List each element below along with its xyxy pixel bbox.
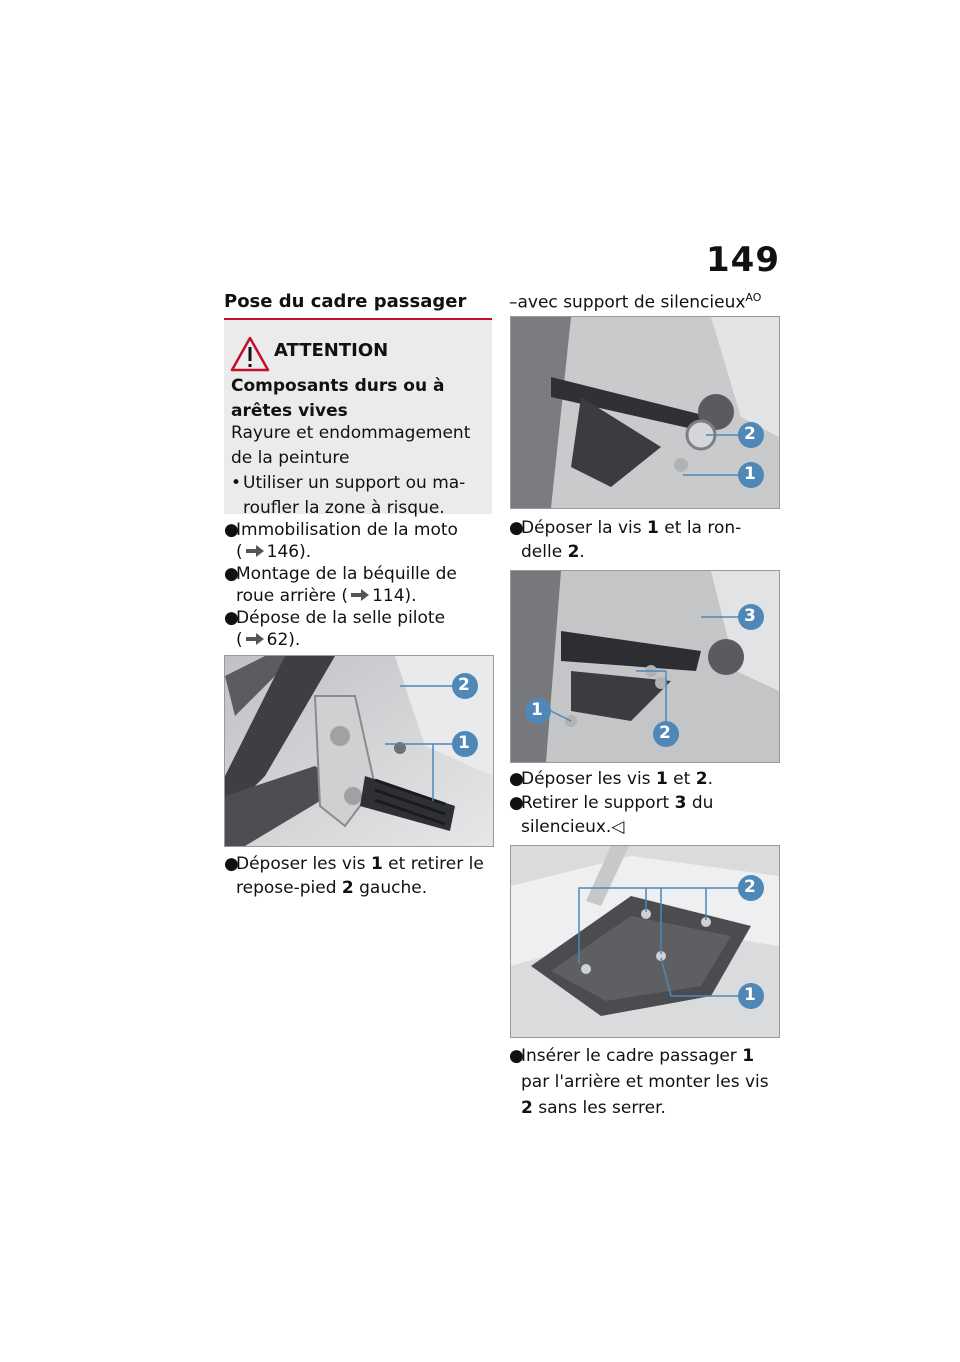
page-reference-arrow-icon	[245, 545, 265, 557]
list-item: ● Déposer la vis 1 et la ron-delle 2.	[509, 518, 742, 562]
callout-2: 2	[744, 424, 756, 444]
list-item: ● Immobilisation de la moto ( 146).	[224, 520, 458, 562]
warning-bullet: • Utiliser un support ou ma-roufler la zone à risque.	[231, 471, 486, 521]
subsection-title: –avec support de silencieux$^{AO}$	[509, 291, 762, 313]
list-item: ● Insérer le cadre passager 1 par l'arrière et monter les vis 2 sans les serrer.	[509, 1046, 769, 1118]
section-title: Pose du cadre passager	[224, 291, 467, 312]
prereq-text: Immobilisation de la moto	[236, 520, 458, 540]
page-reference-arrow-icon	[245, 633, 265, 645]
warning-heading: Composants durs ou à arêtes vives	[231, 376, 445, 421]
prereq-text: Montage de la béquille de roue arrière	[236, 564, 457, 606]
callout-1: 1	[531, 700, 543, 720]
page-reference-arrow-icon	[350, 589, 370, 601]
callout-2: 2	[659, 723, 671, 743]
list-item: ● Montage de la béquille de roue arrière ( 114).	[224, 564, 457, 606]
list-item: ● Dépose de la selle pilote ( 62).	[224, 608, 446, 650]
figure-passenger-frame	[510, 845, 780, 1038]
prereq-ref[interactable]: 146).	[266, 542, 312, 562]
step-remove-support	[509, 767, 769, 839]
callout-2: 2	[458, 675, 470, 695]
warning-label: ATTENTION	[274, 340, 389, 361]
callout-2: 2	[744, 877, 756, 897]
list-item: ● Retirer le support 3 du silencieux.◁	[509, 793, 714, 837]
prerequisite-list	[224, 519, 494, 651]
list-item: ● Déposer les vis 1 et 2.	[509, 769, 713, 789]
figure-footrest	[224, 655, 494, 847]
page-number: 149	[706, 240, 780, 280]
list-item: ● Déposer les vis 1 et retirer le repose-pied 2 gauche.	[224, 854, 484, 898]
prereq-ref[interactable]: 114).	[372, 586, 417, 606]
end-marker: ◁	[611, 817, 625, 837]
warning-bullet-text: Utiliser un support ou ma-roufler la zone à risque.	[243, 473, 466, 518]
figure-silencer-support	[510, 570, 780, 763]
callout-1: 1	[744, 985, 756, 1005]
step-remove-footrest	[224, 852, 494, 900]
step-remove-screw-washer	[509, 516, 769, 564]
warning-triangle-icon	[230, 336, 270, 372]
warning-text: Rayure et endommagement de la peinture	[231, 423, 471, 468]
warning-box	[224, 320, 492, 518]
callout-1: 1	[744, 464, 756, 484]
prereq-text: Dépose de la selle pilote	[236, 608, 446, 628]
callout-1: 1	[458, 733, 470, 753]
prereq-ref[interactable]: 62).	[266, 630, 301, 650]
step-insert-frame	[509, 1043, 769, 1121]
callout-3: 3	[744, 606, 756, 626]
figure-silencer-bolt	[510, 316, 780, 509]
